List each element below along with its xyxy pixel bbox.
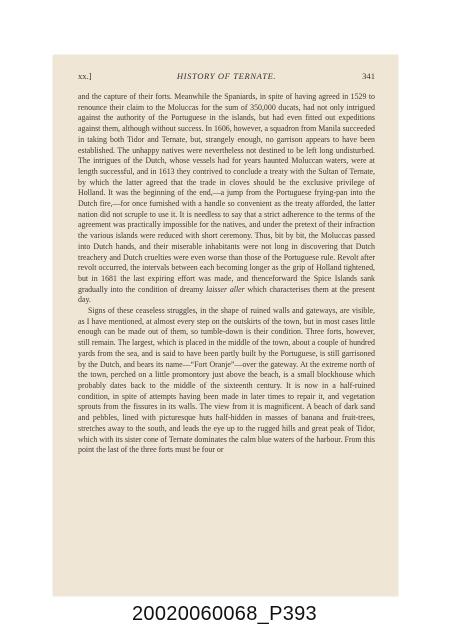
body-text: [78, 92, 375, 456]
running-header: [78, 71, 375, 83]
italic-phrase: laisser aller: [206, 284, 245, 294]
chapter-number: xx.]: [78, 71, 92, 81]
running-title: HISTORY OF TERNATE.: [176, 71, 277, 81]
paragraph: and the capture of their forts. Meanwhile the Spaniards, in spite of having agreed in 1529 to renounce their claim to the Moluccas for the sum of 350,000 ducats, had not only intrigued against the authority of the Portuguese in the islands, but had even fitted out expeditions against them, although without success. In 1606, however, a squadron from Manila succeeded in taking both Tidor and Ternate, but, strangely enough, no garrison appears to have been established. The unhappy natives were nevertheless not destined to be left long undisturbed. The intrigues of the Dutch, whose vessels had for years haunted Moluccan waters, were at length successful, and in 1613 they contrived to conclude a treaty with the Sultan of Ternate, by which the latter agreed that the trade in cloves should be the exclusive privilege of Holland. It was the beginning of the end,—a jump from the Portuguese frying-pan into the Dutch fire,—for once furnished with a handle so convenient as the treaty afforded, the latter nation did not scruple to use it. It is needless to say that a strict adherence to the terms of the agreement was practically impossible for the natives, and under the pretext of their infraction the various islands were reduced with short ceremony. Thus, bit by bit, the Moluccas passed into Dutch hands, and their miserable inhabitants were not long in discovering that Dutch treachery and Dutch cruelties were even worse than those of the Portuguese rule. Revolt after revolt occurred, the intervals between each becoming longer as the grip of Holland tightened, but in 1681 the last expiring effort was made, and thenceforward the Spice Islands sank gradually into the condition of dreamy laisser aller which characterises them at the present day.: [78, 92, 375, 305]
image-id-caption: 20020060068_P393: [132, 603, 317, 625]
paragraph: Signs of these ceaseless struggles, in the shape of ruined walls and gateways, are visible, as I have mentioned, at almost every step on the outskirts of the town, but in most cases little enough can be made out of them, so tumble-down is their condition. Three forts, however, still remain. The largest, which is placed in the middle of the town, about a couple of hundred yards from the sea, and is said to have been partly built by the Portuguese, is still garrisoned by the Dutch, and bears its name—“Fort Oranje”—over the gateway. At the extreme north of the town, perched on a little promontory just above the beach, is a small blockhouse which probably dates back to the middle of the sixteenth century. It is now in a half-ruined condition, in spite of attempts having been made in later times to repair it, and vegetation sprouts from the fissures in its walls. The view from it is magnificent. A beach of dark sand and pebbles, lined with picturesque huts half-hidden in masses of banana and fruit-trees, stretches away to the south, and leads the eye up to the rugged hills and great peak of Tidor, which with its sister cone of Ternate dominates the calm blue waters of the harbour. From this point the last of the three forts must be four or: [78, 306, 375, 455]
book-page: [53, 55, 398, 596]
page-number: 341: [362, 71, 375, 81]
